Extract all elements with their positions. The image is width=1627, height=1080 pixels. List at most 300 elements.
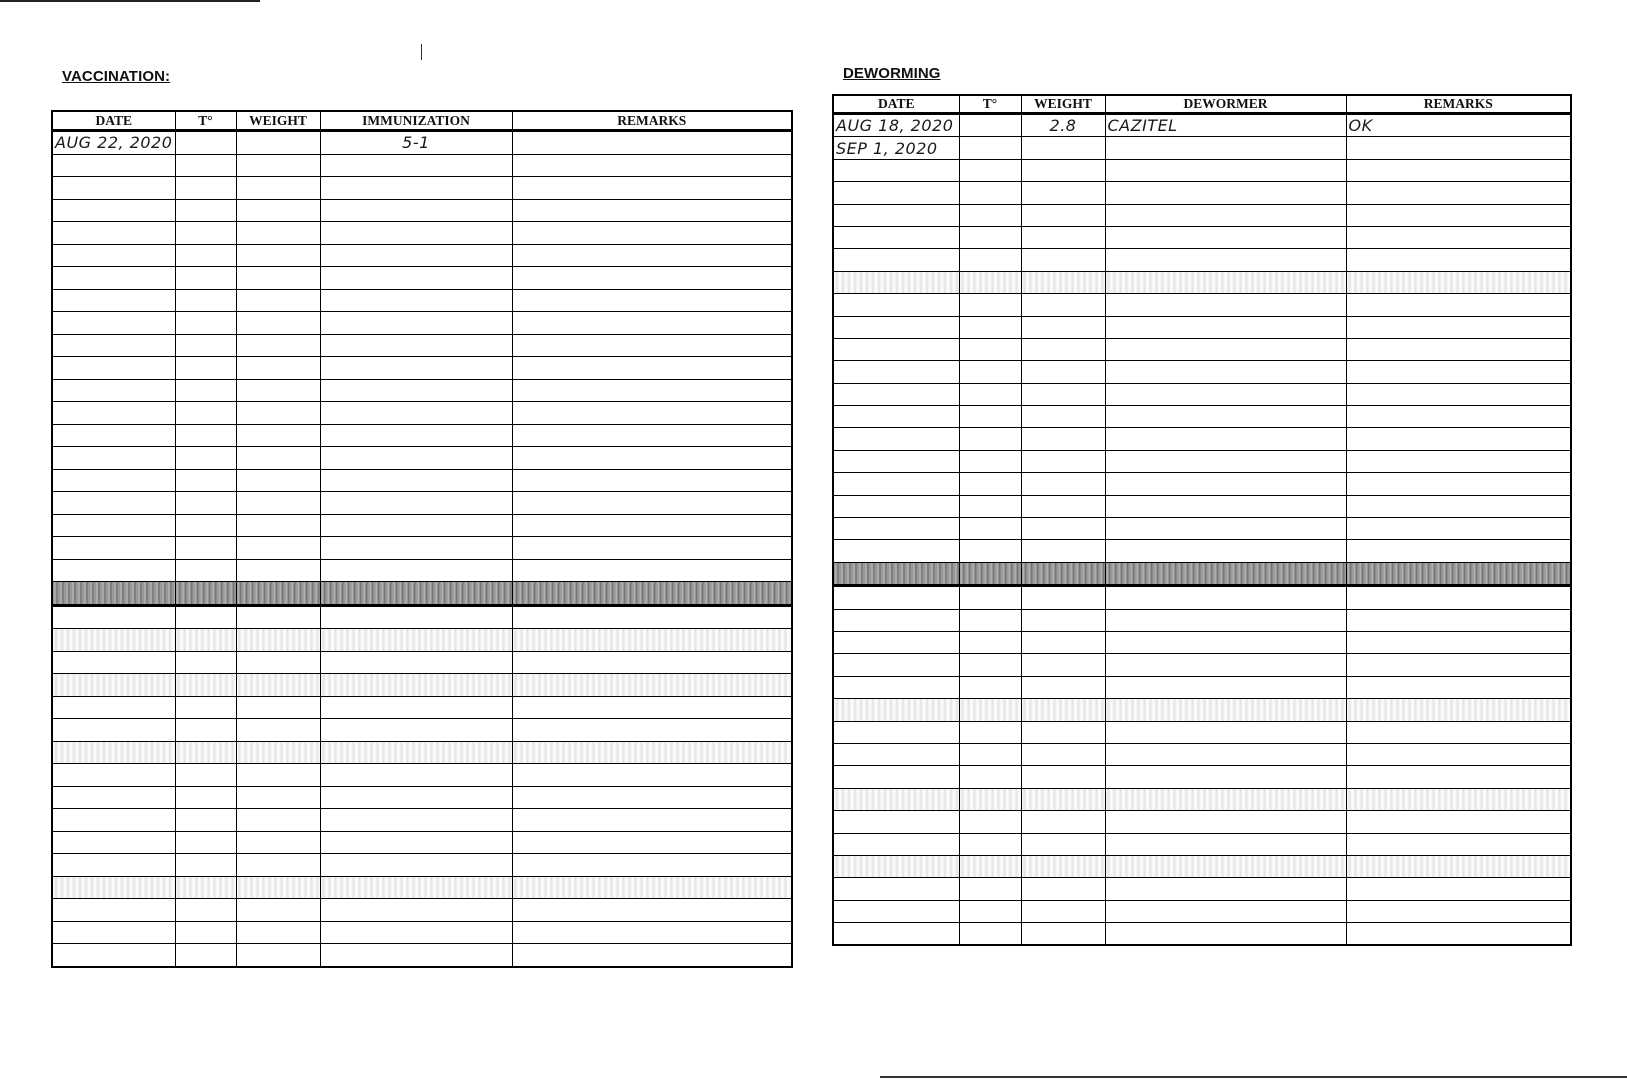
deworming-remarks-cell[interactable]: [1346, 766, 1571, 788]
vaccination-remarks-cell[interactable]: [512, 854, 792, 877]
deworming-weight-cell[interactable]: [1021, 137, 1105, 159]
vaccination-temperature-cell[interactable]: [175, 469, 236, 492]
vaccination-date-cell[interactable]: [52, 629, 175, 652]
deworming-weight-cell[interactable]: [1021, 743, 1105, 765]
deworming-weight-cell[interactable]: [1021, 294, 1105, 316]
vaccination-date-cell[interactable]: AUG 22, 2020: [52, 131, 175, 155]
deworming-weight-cell[interactable]: [1021, 518, 1105, 540]
deworming-weight-cell[interactable]: 2.8: [1021, 114, 1105, 137]
deworming-weight-cell[interactable]: [1021, 540, 1105, 562]
deworming-date-cell[interactable]: [833, 271, 959, 293]
deworming-date-cell[interactable]: [833, 182, 959, 204]
deworming-weight-cell[interactable]: [1021, 631, 1105, 653]
vaccination-temperature-cell[interactable]: [175, 447, 236, 470]
deworming-dewormer-cell[interactable]: [1105, 383, 1346, 405]
vaccination-temperature-cell[interactable]: [175, 899, 236, 922]
deworming-weight-cell[interactable]: [1021, 271, 1105, 293]
deworming-weight-cell[interactable]: [1021, 361, 1105, 383]
deworming-remarks-cell[interactable]: [1346, 811, 1571, 833]
vaccination-date-cell[interactable]: [52, 492, 175, 515]
vaccination-temperature-cell[interactable]: [175, 764, 236, 787]
vaccination-remarks-cell[interactable]: [512, 674, 792, 697]
deworming-temperature-cell[interactable]: [959, 562, 1021, 585]
deworming-dewormer-cell[interactable]: [1105, 833, 1346, 855]
vaccination-temperature-cell[interactable]: [175, 719, 236, 742]
deworming-temperature-cell[interactable]: [959, 316, 1021, 338]
deworming-remarks-cell[interactable]: [1346, 271, 1571, 293]
deworming-remarks-cell[interactable]: [1346, 518, 1571, 540]
vaccination-date-cell[interactable]: [52, 334, 175, 357]
deworming-temperature-cell[interactable]: [959, 540, 1021, 562]
vaccination-date-cell[interactable]: [52, 537, 175, 560]
deworming-remarks-cell[interactable]: [1346, 226, 1571, 248]
vaccination-weight-cell[interactable]: [236, 131, 320, 155]
deworming-dewormer-cell[interactable]: [1105, 428, 1346, 450]
vaccination-weight-cell[interactable]: [236, 402, 320, 425]
deworming-dewormer-cell[interactable]: [1105, 699, 1346, 721]
vaccination-immunization-cell[interactable]: [320, 651, 512, 674]
deworming-dewormer-cell[interactable]: [1105, 406, 1346, 428]
deworming-dewormer-cell[interactable]: [1105, 137, 1346, 159]
vaccination-date-cell[interactable]: [52, 447, 175, 470]
deworming-dewormer-cell[interactable]: [1105, 338, 1346, 360]
deworming-dewormer-cell[interactable]: [1105, 450, 1346, 472]
vaccination-immunization-cell[interactable]: [320, 334, 512, 357]
vaccination-date-cell[interactable]: [52, 357, 175, 380]
deworming-temperature-cell[interactable]: [959, 586, 1021, 609]
vaccination-remarks-cell[interactable]: [512, 154, 792, 177]
vaccination-temperature-cell[interactable]: [175, 629, 236, 652]
deworming-date-cell[interactable]: [833, 428, 959, 450]
vaccination-weight-cell[interactable]: [236, 469, 320, 492]
vaccination-weight-cell[interactable]: [236, 424, 320, 447]
vaccination-temperature-cell[interactable]: [175, 267, 236, 290]
vaccination-remarks-cell[interactable]: [512, 424, 792, 447]
vaccination-weight-cell[interactable]: [236, 809, 320, 832]
vaccination-date-cell[interactable]: [52, 177, 175, 200]
deworming-date-cell[interactable]: [833, 249, 959, 271]
vaccination-immunization-cell[interactable]: [320, 267, 512, 290]
vaccination-weight-cell[interactable]: [236, 447, 320, 470]
deworming-remarks-cell[interactable]: [1346, 788, 1571, 810]
deworming-weight-cell[interactable]: [1021, 878, 1105, 900]
vaccination-weight-cell[interactable]: [236, 764, 320, 787]
vaccination-remarks-cell[interactable]: [512, 876, 792, 899]
vaccination-weight-cell[interactable]: [236, 674, 320, 697]
vaccination-temperature-cell[interactable]: [175, 514, 236, 537]
deworming-temperature-cell[interactable]: [959, 361, 1021, 383]
deworming-remarks-cell[interactable]: [1346, 654, 1571, 676]
vaccination-date-cell[interactable]: [52, 424, 175, 447]
vaccination-remarks-cell[interactable]: [512, 199, 792, 222]
deworming-date-cell[interactable]: [833, 900, 959, 922]
vaccination-weight-cell[interactable]: [236, 921, 320, 944]
deworming-date-cell[interactable]: [833, 878, 959, 900]
vaccination-immunization-cell[interactable]: [320, 154, 512, 177]
deworming-dewormer-cell[interactable]: [1105, 923, 1346, 946]
vaccination-remarks-cell[interactable]: [512, 357, 792, 380]
vaccination-weight-cell[interactable]: [236, 651, 320, 674]
deworming-remarks-cell[interactable]: [1346, 743, 1571, 765]
deworming-weight-cell[interactable]: [1021, 654, 1105, 676]
deworming-remarks-cell[interactable]: [1346, 294, 1571, 316]
vaccination-weight-cell[interactable]: [236, 334, 320, 357]
vaccination-immunization-cell[interactable]: [320, 379, 512, 402]
deworming-date-cell[interactable]: [833, 766, 959, 788]
vaccination-immunization-cell[interactable]: [320, 629, 512, 652]
vaccination-remarks-cell[interactable]: [512, 514, 792, 537]
vaccination-remarks-cell[interactable]: [512, 402, 792, 425]
deworming-remarks-cell[interactable]: [1346, 855, 1571, 877]
vaccination-temperature-cell[interactable]: [175, 199, 236, 222]
deworming-weight-cell[interactable]: [1021, 383, 1105, 405]
deworming-remarks-cell[interactable]: [1346, 878, 1571, 900]
deworming-dewormer-cell[interactable]: [1105, 788, 1346, 810]
deworming-weight-cell[interactable]: [1021, 338, 1105, 360]
vaccination-remarks-cell[interactable]: [512, 582, 792, 606]
vaccination-date-cell[interactable]: [52, 831, 175, 854]
vaccination-temperature-cell[interactable]: [175, 786, 236, 809]
vaccination-immunization-cell[interactable]: [320, 831, 512, 854]
deworming-weight-cell[interactable]: [1021, 699, 1105, 721]
deworming-weight-cell[interactable]: [1021, 406, 1105, 428]
vaccination-remarks-cell[interactable]: [512, 786, 792, 809]
vaccination-temperature-cell[interactable]: [175, 424, 236, 447]
deworming-remarks-cell[interactable]: [1346, 249, 1571, 271]
deworming-temperature-cell[interactable]: [959, 383, 1021, 405]
vaccination-remarks-cell[interactable]: [512, 944, 792, 967]
vaccination-weight-cell[interactable]: [236, 177, 320, 200]
vaccination-immunization-cell[interactable]: [320, 764, 512, 787]
deworming-dewormer-cell[interactable]: [1105, 316, 1346, 338]
vaccination-remarks-cell[interactable]: [512, 605, 792, 629]
deworming-remarks-cell[interactable]: [1346, 159, 1571, 181]
vaccination-temperature-cell[interactable]: [175, 537, 236, 560]
vaccination-temperature-cell[interactable]: [175, 696, 236, 719]
vaccination-immunization-cell[interactable]: [320, 289, 512, 312]
deworming-remarks-cell[interactable]: [1346, 562, 1571, 585]
deworming-temperature-cell[interactable]: [959, 721, 1021, 743]
deworming-weight-cell[interactable]: [1021, 833, 1105, 855]
deworming-date-cell[interactable]: [833, 923, 959, 946]
vaccination-remarks-cell[interactable]: [512, 696, 792, 719]
deworming-weight-cell[interactable]: [1021, 182, 1105, 204]
vaccination-immunization-cell[interactable]: [320, 876, 512, 899]
vaccination-weight-cell[interactable]: [236, 854, 320, 877]
vaccination-weight-cell[interactable]: [236, 357, 320, 380]
deworming-date-cell[interactable]: [833, 609, 959, 631]
vaccination-remarks-cell[interactable]: [512, 131, 792, 155]
vaccination-temperature-cell[interactable]: [175, 357, 236, 380]
deworming-remarks-cell[interactable]: [1346, 833, 1571, 855]
vaccination-date-cell[interactable]: [52, 267, 175, 290]
deworming-date-cell[interactable]: [833, 294, 959, 316]
vaccination-immunization-cell[interactable]: [320, 559, 512, 582]
deworming-date-cell[interactable]: [833, 855, 959, 877]
vaccination-remarks-cell[interactable]: [512, 651, 792, 674]
deworming-temperature-cell[interactable]: [959, 159, 1021, 181]
vaccination-date-cell[interactable]: [52, 582, 175, 606]
deworming-date-cell[interactable]: [833, 495, 959, 517]
vaccination-remarks-cell[interactable]: [512, 244, 792, 267]
deworming-temperature-cell[interactable]: [959, 699, 1021, 721]
deworming-date-cell[interactable]: [833, 204, 959, 226]
vaccination-temperature-cell[interactable]: [175, 674, 236, 697]
vaccination-immunization-cell[interactable]: [320, 514, 512, 537]
vaccination-weight-cell[interactable]: [236, 899, 320, 922]
deworming-remarks-cell[interactable]: [1346, 699, 1571, 721]
deworming-date-cell[interactable]: [833, 676, 959, 698]
deworming-temperature-cell[interactable]: [959, 495, 1021, 517]
vaccination-temperature-cell[interactable]: [175, 402, 236, 425]
vaccination-date-cell[interactable]: [52, 944, 175, 967]
deworming-date-cell[interactable]: [833, 586, 959, 609]
vaccination-temperature-cell[interactable]: [175, 651, 236, 674]
deworming-weight-cell[interactable]: [1021, 226, 1105, 248]
vaccination-temperature-cell[interactable]: [175, 177, 236, 200]
deworming-temperature-cell[interactable]: [959, 406, 1021, 428]
deworming-date-cell[interactable]: [833, 631, 959, 653]
deworming-temperature-cell[interactable]: [959, 855, 1021, 877]
vaccination-immunization-cell[interactable]: [320, 899, 512, 922]
vaccination-weight-cell[interactable]: [236, 537, 320, 560]
vaccination-weight-cell[interactable]: [236, 741, 320, 764]
deworming-weight-cell[interactable]: [1021, 923, 1105, 946]
vaccination-date-cell[interactable]: [52, 921, 175, 944]
deworming-weight-cell[interactable]: [1021, 450, 1105, 472]
deworming-temperature-cell[interactable]: [959, 878, 1021, 900]
deworming-dewormer-cell[interactable]: [1105, 743, 1346, 765]
deworming-remarks-cell[interactable]: [1346, 204, 1571, 226]
vaccination-immunization-cell[interactable]: [320, 719, 512, 742]
deworming-remarks-cell[interactable]: [1346, 361, 1571, 383]
vaccination-temperature-cell[interactable]: [175, 492, 236, 515]
vaccination-weight-cell[interactable]: [236, 786, 320, 809]
deworming-dewormer-cell[interactable]: [1105, 361, 1346, 383]
vaccination-weight-cell[interactable]: [236, 719, 320, 742]
deworming-remarks-cell[interactable]: [1346, 450, 1571, 472]
deworming-date-cell[interactable]: [833, 518, 959, 540]
vaccination-temperature-cell[interactable]: [175, 312, 236, 335]
deworming-temperature-cell[interactable]: [959, 114, 1021, 137]
vaccination-immunization-cell[interactable]: [320, 786, 512, 809]
vaccination-date-cell[interactable]: [52, 899, 175, 922]
deworming-date-cell[interactable]: SEP 1, 2020: [833, 137, 959, 159]
deworming-dewormer-cell[interactable]: [1105, 676, 1346, 698]
vaccination-date-cell[interactable]: [52, 764, 175, 787]
deworming-weight-cell[interactable]: [1021, 766, 1105, 788]
deworming-remarks-cell[interactable]: [1346, 316, 1571, 338]
vaccination-date-cell[interactable]: [52, 199, 175, 222]
deworming-temperature-cell[interactable]: [959, 294, 1021, 316]
deworming-temperature-cell[interactable]: [959, 137, 1021, 159]
vaccination-date-cell[interactable]: [52, 876, 175, 899]
deworming-remarks-cell[interactable]: [1346, 540, 1571, 562]
deworming-date-cell[interactable]: [833, 406, 959, 428]
vaccination-immunization-cell[interactable]: [320, 222, 512, 245]
vaccination-immunization-cell[interactable]: [320, 357, 512, 380]
deworming-dewormer-cell[interactable]: [1105, 159, 1346, 181]
vaccination-temperature-cell[interactable]: [175, 854, 236, 877]
vaccination-immunization-cell[interactable]: [320, 741, 512, 764]
vaccination-weight-cell[interactable]: [236, 514, 320, 537]
deworming-temperature-cell[interactable]: [959, 900, 1021, 922]
vaccination-weight-cell[interactable]: [236, 222, 320, 245]
vaccination-immunization-cell[interactable]: [320, 921, 512, 944]
vaccination-date-cell[interactable]: [52, 719, 175, 742]
deworming-remarks-cell[interactable]: [1346, 473, 1571, 495]
vaccination-remarks-cell[interactable]: [512, 764, 792, 787]
vaccination-weight-cell[interactable]: [236, 154, 320, 177]
vaccination-temperature-cell[interactable]: [175, 809, 236, 832]
vaccination-immunization-cell[interactable]: [320, 244, 512, 267]
deworming-dewormer-cell[interactable]: [1105, 631, 1346, 653]
vaccination-weight-cell[interactable]: [236, 312, 320, 335]
vaccination-immunization-cell[interactable]: [320, 674, 512, 697]
deworming-remarks-cell[interactable]: [1346, 428, 1571, 450]
vaccination-immunization-cell[interactable]: 5-1: [320, 131, 512, 155]
vaccination-weight-cell[interactable]: [236, 582, 320, 606]
deworming-weight-cell[interactable]: [1021, 204, 1105, 226]
vaccination-temperature-cell[interactable]: [175, 944, 236, 967]
deworming-temperature-cell[interactable]: [959, 182, 1021, 204]
vaccination-immunization-cell[interactable]: [320, 854, 512, 877]
vaccination-weight-cell[interactable]: [236, 199, 320, 222]
vaccination-immunization-cell[interactable]: [320, 605, 512, 629]
deworming-remarks-cell[interactable]: [1346, 495, 1571, 517]
deworming-temperature-cell[interactable]: [959, 249, 1021, 271]
deworming-date-cell[interactable]: [833, 361, 959, 383]
vaccination-weight-cell[interactable]: [236, 831, 320, 854]
vaccination-immunization-cell[interactable]: [320, 402, 512, 425]
deworming-dewormer-cell[interactable]: [1105, 271, 1346, 293]
vaccination-weight-cell[interactable]: [236, 379, 320, 402]
vaccination-remarks-cell[interactable]: [512, 177, 792, 200]
vaccination-remarks-cell[interactable]: [512, 741, 792, 764]
deworming-weight-cell[interactable]: [1021, 249, 1105, 271]
deworming-temperature-cell[interactable]: [959, 654, 1021, 676]
vaccination-remarks-cell[interactable]: [512, 222, 792, 245]
deworming-dewormer-cell[interactable]: [1105, 495, 1346, 517]
vaccination-temperature-cell[interactable]: [175, 379, 236, 402]
vaccination-date-cell[interactable]: [52, 469, 175, 492]
vaccination-temperature-cell[interactable]: [175, 289, 236, 312]
vaccination-weight-cell[interactable]: [236, 267, 320, 290]
deworming-dewormer-cell[interactable]: [1105, 540, 1346, 562]
vaccination-temperature-cell[interactable]: [175, 741, 236, 764]
deworming-dewormer-cell[interactable]: [1105, 878, 1346, 900]
deworming-remarks-cell[interactable]: [1346, 383, 1571, 405]
deworming-remarks-cell[interactable]: [1346, 137, 1571, 159]
vaccination-date-cell[interactable]: [52, 559, 175, 582]
deworming-dewormer-cell[interactable]: [1105, 654, 1346, 676]
vaccination-weight-cell[interactable]: [236, 605, 320, 629]
deworming-dewormer-cell[interactable]: [1105, 226, 1346, 248]
deworming-dewormer-cell[interactable]: [1105, 811, 1346, 833]
vaccination-remarks-cell[interactable]: [512, 312, 792, 335]
deworming-temperature-cell[interactable]: [959, 766, 1021, 788]
vaccination-remarks-cell[interactable]: [512, 469, 792, 492]
deworming-weight-cell[interactable]: [1021, 855, 1105, 877]
deworming-temperature-cell[interactable]: [959, 676, 1021, 698]
deworming-remarks-cell[interactable]: [1346, 338, 1571, 360]
deworming-weight-cell[interactable]: [1021, 721, 1105, 743]
deworming-remarks-cell[interactable]: [1346, 406, 1571, 428]
deworming-date-cell[interactable]: [833, 316, 959, 338]
vaccination-date-cell[interactable]: [52, 674, 175, 697]
vaccination-temperature-cell[interactable]: [175, 244, 236, 267]
deworming-remarks-cell[interactable]: [1346, 900, 1571, 922]
vaccination-weight-cell[interactable]: [236, 244, 320, 267]
deworming-dewormer-cell[interactable]: [1105, 518, 1346, 540]
deworming-remarks-cell[interactable]: [1346, 923, 1571, 946]
deworming-date-cell[interactable]: [833, 654, 959, 676]
deworming-date-cell[interactable]: [833, 833, 959, 855]
deworming-dewormer-cell[interactable]: [1105, 721, 1346, 743]
vaccination-immunization-cell[interactable]: [320, 696, 512, 719]
deworming-remarks-cell[interactable]: [1346, 609, 1571, 631]
deworming-weight-cell[interactable]: [1021, 586, 1105, 609]
vaccination-remarks-cell[interactable]: [512, 921, 792, 944]
deworming-weight-cell[interactable]: [1021, 473, 1105, 495]
deworming-dewormer-cell[interactable]: [1105, 294, 1346, 316]
deworming-date-cell[interactable]: [833, 226, 959, 248]
deworming-date-cell[interactable]: [833, 473, 959, 495]
vaccination-immunization-cell[interactable]: [320, 447, 512, 470]
deworming-date-cell[interactable]: [833, 159, 959, 181]
deworming-date-cell[interactable]: [833, 540, 959, 562]
vaccination-weight-cell[interactable]: [236, 629, 320, 652]
vaccination-date-cell[interactable]: [52, 696, 175, 719]
deworming-temperature-cell[interactable]: [959, 226, 1021, 248]
deworming-weight-cell[interactable]: [1021, 811, 1105, 833]
deworming-temperature-cell[interactable]: [959, 271, 1021, 293]
deworming-weight-cell[interactable]: [1021, 788, 1105, 810]
vaccination-remarks-cell[interactable]: [512, 719, 792, 742]
deworming-date-cell[interactable]: [833, 562, 959, 585]
deworming-date-cell[interactable]: [833, 699, 959, 721]
deworming-remarks-cell[interactable]: [1346, 586, 1571, 609]
vaccination-immunization-cell[interactable]: [320, 199, 512, 222]
deworming-temperature-cell[interactable]: [959, 450, 1021, 472]
vaccination-remarks-cell[interactable]: [512, 447, 792, 470]
vaccination-date-cell[interactable]: [52, 786, 175, 809]
deworming-temperature-cell[interactable]: [959, 204, 1021, 226]
vaccination-date-cell[interactable]: [52, 402, 175, 425]
deworming-dewormer-cell[interactable]: [1105, 562, 1346, 585]
deworming-date-cell[interactable]: [833, 383, 959, 405]
deworming-weight-cell[interactable]: [1021, 316, 1105, 338]
deworming-temperature-cell[interactable]: [959, 473, 1021, 495]
deworming-temperature-cell[interactable]: [959, 833, 1021, 855]
vaccination-remarks-cell[interactable]: [512, 334, 792, 357]
vaccination-immunization-cell[interactable]: [320, 424, 512, 447]
deworming-temperature-cell[interactable]: [959, 518, 1021, 540]
vaccination-weight-cell[interactable]: [236, 492, 320, 515]
vaccination-temperature-cell[interactable]: [175, 559, 236, 582]
vaccination-weight-cell[interactable]: [236, 559, 320, 582]
deworming-weight-cell[interactable]: [1021, 562, 1105, 585]
vaccination-remarks-cell[interactable]: [512, 267, 792, 290]
vaccination-remarks-cell[interactable]: [512, 559, 792, 582]
deworming-date-cell[interactable]: [833, 338, 959, 360]
deworming-dewormer-cell[interactable]: [1105, 586, 1346, 609]
deworming-temperature-cell[interactable]: [959, 788, 1021, 810]
vaccination-temperature-cell[interactable]: [175, 334, 236, 357]
vaccination-temperature-cell[interactable]: [175, 222, 236, 245]
vaccination-immunization-cell[interactable]: [320, 177, 512, 200]
vaccination-date-cell[interactable]: [52, 514, 175, 537]
